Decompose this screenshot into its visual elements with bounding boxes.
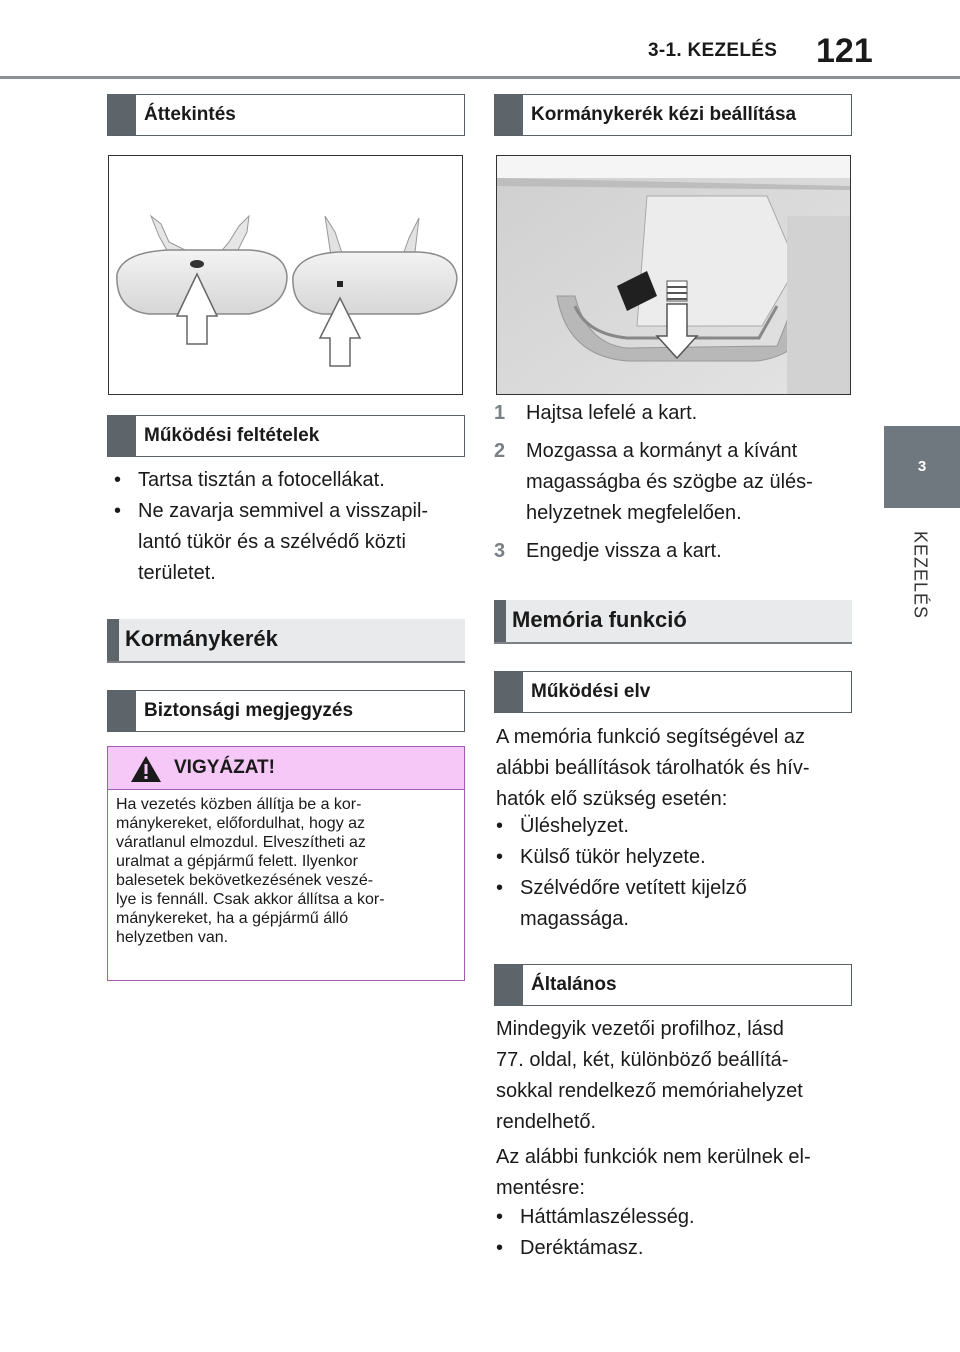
heading-safety-note — [107, 690, 465, 732]
heading-label: Kormánykerék — [125, 626, 278, 651]
heading-bar — [108, 416, 136, 456]
chapter-tab-number[interactable]: 3 — [884, 426, 960, 508]
heading-bar — [495, 95, 523, 135]
warning-header — [108, 747, 464, 789]
heading-bar — [108, 691, 136, 731]
paragraph: A memória funkció segítségével az alábbi beállítások tárolhatók és hív- hatók elő szükség esetén: — [496, 726, 810, 810]
heading-label: Memória funkció — [512, 607, 687, 632]
heading-label: Működési feltételek — [144, 425, 320, 446]
mirror-illustration — [108, 155, 463, 395]
heading-bar — [495, 965, 523, 1005]
heading-bar — [108, 95, 136, 135]
heading-bar — [107, 619, 119, 661]
heading-steering-wheel — [107, 619, 465, 663]
heading-bar — [494, 600, 506, 642]
header-rule — [0, 76, 960, 79]
heading-label: Kormánykerék kézi beállítása — [531, 104, 797, 125]
section-title: 3-1. KEZELÉS — [648, 40, 778, 61]
heading-label: Működési elv — [531, 681, 651, 702]
paragraph: Az alábbi funkciók nem kerülnek el- mentésre: — [496, 1146, 811, 1199]
page-number: 121 — [816, 32, 873, 70]
warning-title: VIGYÁZAT! — [174, 757, 275, 778]
heading-operating-principle — [494, 671, 852, 713]
mirror-drawing — [109, 156, 463, 395]
warning-box — [107, 746, 465, 981]
chapter-tab-label — [900, 520, 940, 630]
heading-general — [494, 964, 852, 1006]
heading-overview — [107, 94, 465, 136]
heading-label: Biztonsági megjegyzés — [144, 700, 354, 721]
heading-conditions — [107, 415, 465, 457]
paragraph: Mindegyik vezetői profilhoz, lásd 77. oldal, két, különböző beállítá- sokkal rendelkező memóriahelyzet rendelhető. — [496, 1018, 803, 1133]
heading-label: Általános — [531, 974, 617, 995]
warning-text: Ha vezetés közben állítja be a kor- mánykereket, előfordulhat, hogy az váratlanul elmozdul. Elveszítheti az uralmat a gépjármű felett. Ilyenkor balesetek bekövetkezésének veszé- lye is fennáll. Csak akkor állítsa a kor- mánykereket, ha a gépjármű álló helyzetben van. — [116, 796, 385, 946]
chapter-tab-text: KEZELÉS — [910, 530, 931, 620]
heading-label: Áttekintés — [144, 104, 236, 125]
warning-divider — [108, 789, 464, 790]
heading-manual-adjustment — [494, 94, 852, 136]
steering-lever-illustration — [496, 155, 851, 395]
heading-memory — [494, 600, 852, 644]
warning-triangle-icon — [130, 755, 162, 783]
steering-lever-drawing — [497, 156, 851, 395]
heading-bar — [495, 672, 523, 712]
